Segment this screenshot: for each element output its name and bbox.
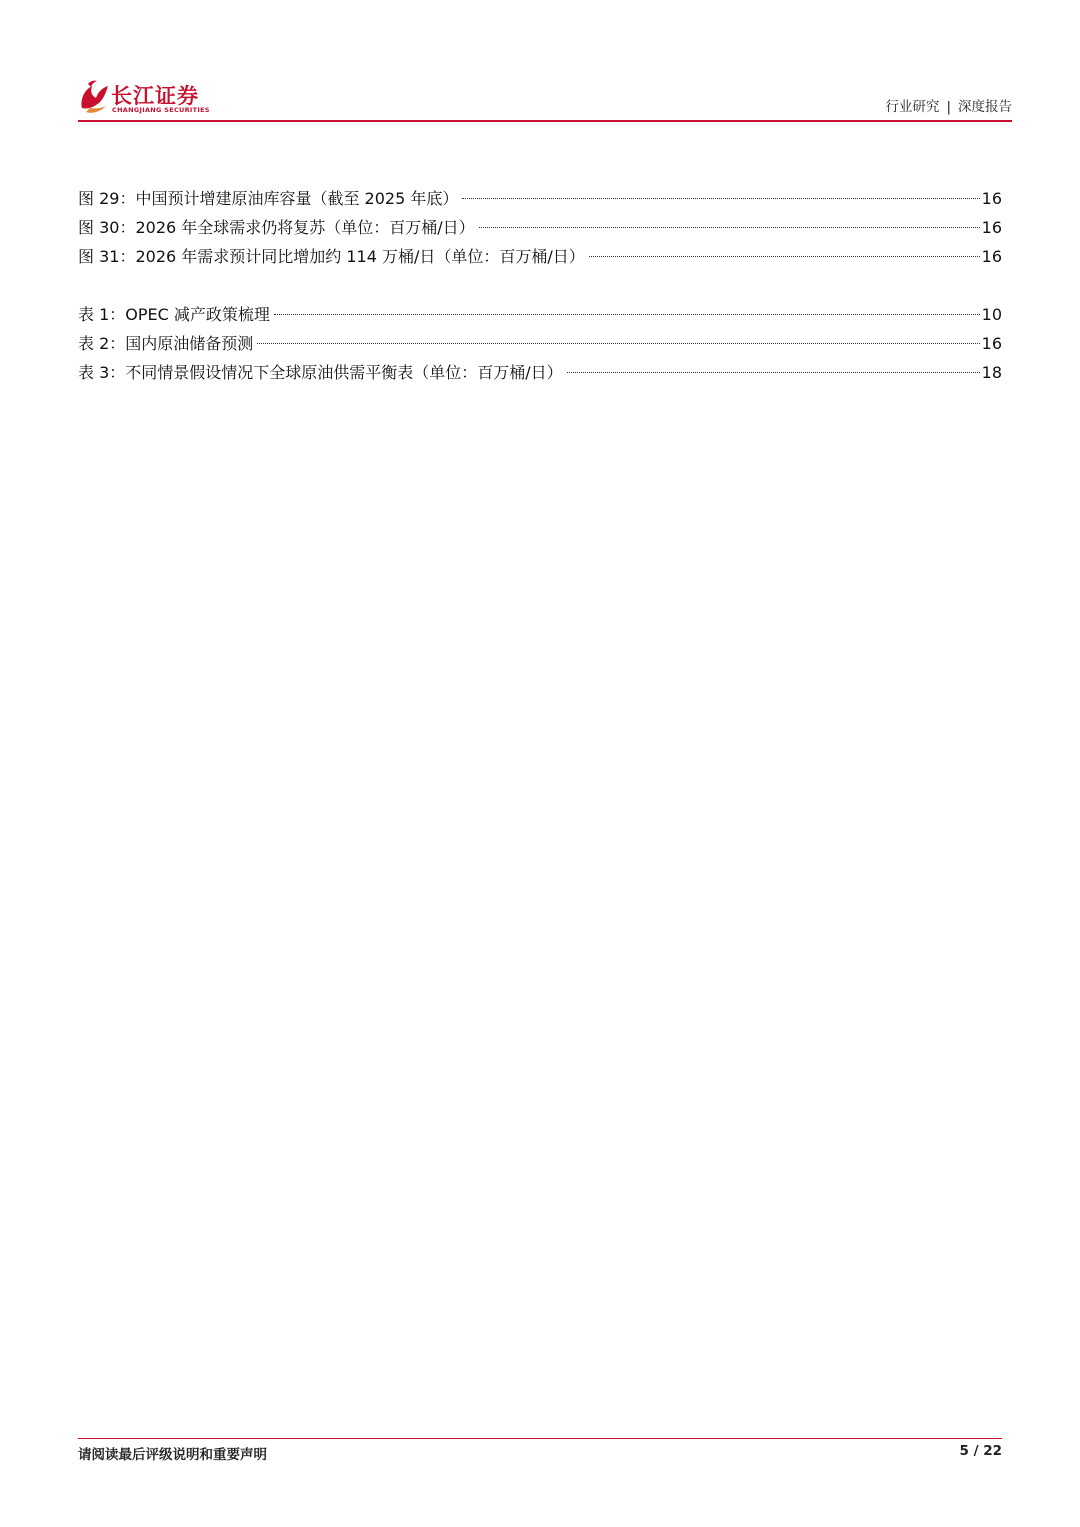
toc-entry-number: 表 1：: [78, 305, 126, 324]
phoenix-logo-icon: [78, 78, 110, 116]
report-type-label: 深度报告: [958, 99, 1012, 115]
footer-divider: [78, 1438, 1002, 1439]
toc-entry-page: 16: [981, 218, 1002, 237]
page-header: [78, 74, 1012, 122]
toc-entry-page: 16: [981, 247, 1002, 266]
toc-entry-title: 2026 年需求预计同比增加约 114 万桶/日（单位：百万桶/日）: [135, 247, 585, 266]
toc-entry-figure-31[interactable]: [78, 242, 1002, 271]
logo-subtitle: CHANGJIANG SECURITIES: [112, 106, 210, 114]
toc-entry-figure-29[interactable]: [78, 184, 1002, 213]
toc-entry-number: 表 3：: [78, 363, 126, 382]
header-separator: |: [946, 99, 951, 115]
table-list: [78, 300, 1002, 387]
toc-entry-title: 国内原油储备预测: [125, 334, 254, 353]
dot-leader: [462, 198, 979, 199]
dot-leader: [567, 372, 980, 373]
category-label: 行业研究: [885, 99, 940, 115]
company-logo: [78, 78, 238, 118]
toc-entry-table-3[interactable]: [78, 358, 1002, 387]
toc-entry-title: 中国预计增建原油库容量（截至 2025 年底）: [135, 189, 459, 208]
disclaimer-note: 请阅读最后评级说明和重要声明: [78, 1447, 267, 1463]
dot-leader: [274, 314, 980, 315]
toc-entry-title: 2026 年全球需求仍将复苏（单位：百万桶/日）: [135, 218, 475, 237]
toc-entry-number: 表 2：: [78, 334, 126, 353]
toc-entry-page: 18: [981, 363, 1002, 382]
report-category: [885, 95, 1012, 115]
toc-entry-table-2[interactable]: [78, 329, 1002, 358]
toc-entry-title: 不同情景假设情况下全球原油供需平衡表（单位：百万桶/日）: [125, 363, 563, 382]
logo-name: 长江证券: [111, 84, 199, 108]
dot-leader: [479, 227, 980, 228]
toc-entry-table-1[interactable]: [78, 300, 1002, 329]
header-divider: [78, 120, 1012, 122]
toc-entry-page: 16: [981, 334, 1002, 353]
toc-entry-number: 图 31：: [78, 247, 136, 266]
toc-entry-page: 16: [981, 189, 1002, 208]
toc-entry-number: 图 29：: [78, 189, 136, 208]
dot-leader: [589, 256, 980, 257]
dot-leader: [257, 343, 979, 344]
toc-entry-figure-30[interactable]: [78, 213, 1002, 242]
figure-list: [78, 184, 1002, 271]
toc-entry-title: OPEC 减产政策梳理: [125, 305, 270, 324]
toc-entry-page: 10: [981, 305, 1002, 324]
page-number: 5 / 22: [959, 1443, 1002, 1459]
toc-entry-number: 图 30：: [78, 218, 136, 237]
